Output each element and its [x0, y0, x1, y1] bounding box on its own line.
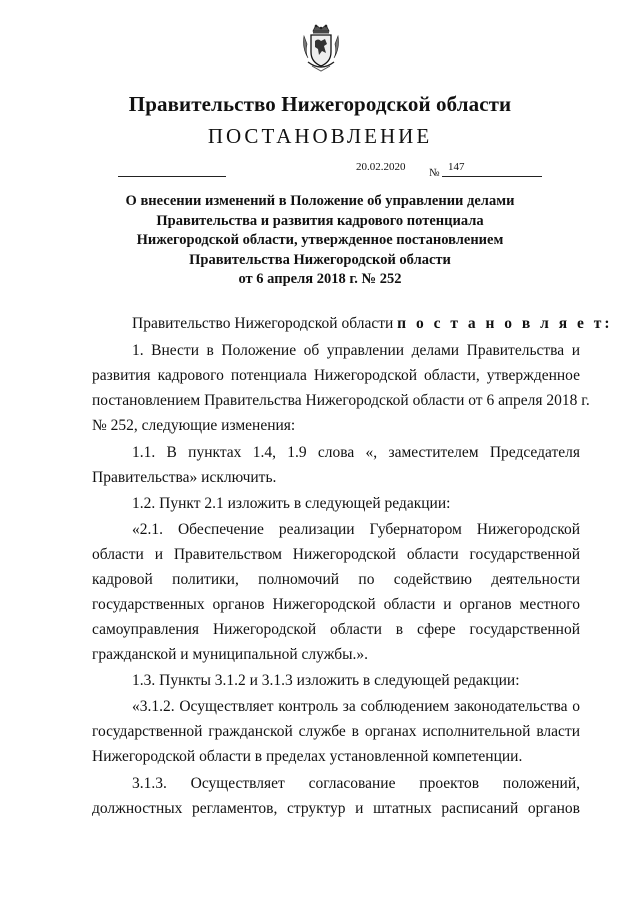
number-blank-line — [442, 176, 542, 177]
heading-line: Нижегородской области, утвержденное постановлением — [136, 232, 504, 248]
body-line: 1.2. Пункт 2.1 изложить в следующей редакции: — [132, 495, 451, 512]
preamble-verb: п о с т а н о в л я е т: — [397, 315, 613, 332]
body-line: «3.1.2. Осуществляет контроль за соблюдением законодательства о — [132, 698, 580, 715]
body-line: Правительства» исключить. — [92, 469, 277, 486]
document-type: ПОСТАНОВЛЕНИЕ — [207, 124, 433, 148]
body-line: 1. Внести в Положение об управлении делами Правительства и — [132, 342, 580, 359]
number-sign: № — [429, 167, 440, 179]
preamble-line — [92, 315, 613, 333]
government-title: Правительство Нижегородской области — [128, 92, 512, 116]
heading-line: О внесении изменений в Положение об управлении делами — [125, 193, 515, 209]
body-line: области и Правительством Нижегородской области государственной — [92, 546, 580, 563]
body-line: государственных органов Нижегородской области и органов местного — [92, 596, 580, 613]
body-line: 1.3. Пункты 3.1.2 и 3.1.3 изложить в следующей редакции: — [132, 672, 520, 689]
date-blank-line — [118, 176, 226, 177]
body-line: постановлением Правительства Нижегородской области от 6 апреля 2018 г. — [92, 392, 590, 409]
body-line: № 252, следующие изменения: — [92, 417, 296, 434]
body-line: «2.1. Обеспечение реализации Губернатором Нижегородской — [132, 521, 580, 538]
document-heading — [100, 192, 540, 290]
coat-of-arms-emblem — [300, 22, 342, 74]
body-line: гражданской и муниципальной службы.». — [92, 646, 369, 663]
heading-line: Правительства Нижегородской области — [189, 251, 451, 268]
body-line: Нижегородской области в пределах установленной компетенции. — [92, 748, 523, 765]
body-line: государственной гражданской службе в органах исполнительной власти — [92, 723, 580, 740]
body-line: кадровой политики, полномочий по содействию деятельности — [92, 571, 580, 588]
heading-line: от 6 апреля 2018 г. № 252 — [238, 271, 402, 287]
body-line: развития кадрового потенциала Нижегородской области, утвержденное — [92, 367, 580, 384]
document-date: 20.02.2020 — [356, 161, 406, 173]
body-line: 1.1. В пунктах 1.4, 1.9 слова «, заместителем Председателя — [132, 444, 580, 461]
body-line: самоуправления Нижегородской области в сфере государственной — [92, 621, 580, 638]
body-line: 3.1.3. Осуществляет согласование проектов положений, — [132, 775, 580, 792]
heading-line: Правительства и развития кадрового потенциала — [156, 212, 484, 229]
document-number: 147 — [448, 161, 465, 173]
body-line: должностных регламентов, структур и штатных расписаний органов — [92, 800, 580, 817]
preamble-text: Правительство Нижегородской области — [132, 315, 394, 332]
